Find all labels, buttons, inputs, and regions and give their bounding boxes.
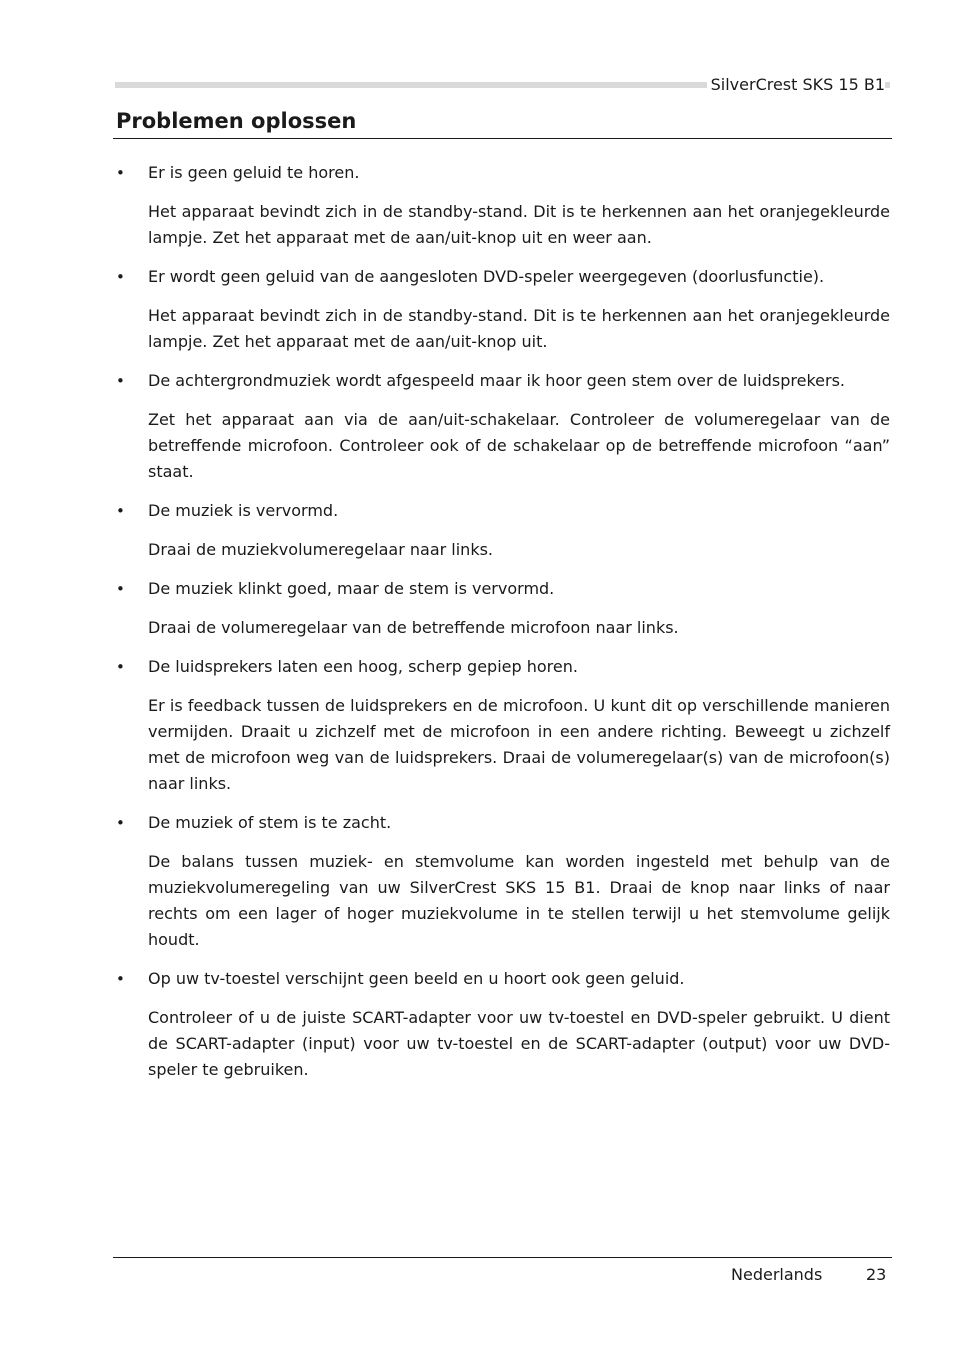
problem-text — [116, 264, 890, 290]
problem-label: De muziek of stem is te zacht. — [148, 813, 392, 832]
solution-text: Zet het apparaat aan via de aan/uit-schakelaar. Controleer de volumeregelaar van de betreffende microfoon. Controleer ook of de schakelaar op de betreffende microfoon “aan” staat. — [148, 410, 890, 481]
problem-text — [116, 160, 890, 186]
problem-text — [116, 810, 890, 836]
troubleshooting-item — [116, 654, 890, 797]
troubleshooting-item — [116, 576, 890, 641]
problem-label: Er wordt geen geluid van de aangesloten DVD-speler weergegeven (doorlusfunctie). — [148, 267, 825, 286]
problem-label: De achtergrondmuziek wordt afgespeeld maar ik hoor geen stem over de luidsprekers. — [148, 371, 846, 390]
bullet-icon: • — [116, 502, 125, 520]
troubleshooting-item — [116, 498, 890, 563]
problem-label: Op uw tv-toestel verschijnt geen beeld en u hoort ook geen geluid. — [148, 969, 685, 988]
troubleshooting-list — [116, 160, 890, 1096]
problem-label: De luidsprekers laten een hoog, scherp gepiep horen. — [148, 657, 578, 676]
troubleshooting-item — [116, 810, 890, 953]
problem-label: De muziek klinkt goed, maar de stem is vervormd. — [148, 579, 555, 598]
troubleshooting-item — [116, 368, 890, 485]
solution-text: Het apparaat bevindt zich in de standby-stand. Dit is te herkennen aan het oranjegekleurde lampje. Zet het apparaat met de aan/uit-knop uit. — [148, 306, 890, 351]
troubleshooting-item — [116, 966, 890, 1083]
footer-divider — [113, 1257, 892, 1258]
bullet-icon: • — [116, 814, 125, 832]
problem-text — [116, 966, 890, 992]
problem-text — [116, 654, 890, 680]
bullet-icon: • — [116, 164, 125, 182]
solution-text: Het apparaat bevindt zich in de standby-stand. Dit is te herkennen aan het oranjegekleurde lampje. Zet het apparaat met de aan/uit-knop uit en weer aan. — [148, 202, 890, 247]
problem-text — [116, 368, 890, 394]
problem-label: Er is geen geluid te horen. — [148, 163, 360, 182]
troubleshooting-item — [116, 160, 890, 251]
problem-text — [116, 576, 890, 602]
header-product-name: SilverCrest SKS 15 B1 — [707, 74, 885, 96]
problem-text — [116, 498, 890, 524]
page-number: 23 — [866, 1265, 887, 1284]
bullet-icon: • — [116, 268, 125, 286]
troubleshooting-item — [116, 264, 890, 355]
solution-text: Controleer of u de juiste SCART-adapter voor uw tv-toestel en DVD-speler gebruikt. U dient de SCART-adapter (input) voor uw tv-toestel en de SCART-adapter (output) voor uw DVD-speler te gebruiken. — [148, 1008, 890, 1079]
solution-text: Draai de muziekvolumeregelaar naar links. — [148, 540, 493, 559]
title-divider — [113, 138, 892, 139]
problem-label: De muziek is vervormd. — [148, 501, 339, 520]
bullet-icon: • — [116, 372, 125, 390]
solution-text: Draai de volumeregelaar van de betreffende microfoon naar links. — [148, 618, 679, 637]
section-title: Problemen oplossen — [116, 109, 357, 133]
bullet-icon: • — [116, 580, 125, 598]
bullet-icon: • — [116, 970, 125, 988]
solution-text: Er is feedback tussen de luidsprekers en de microfoon. U kunt dit op verschillende manieren vermijden. Draait u zichzelf met de microfoon in een andere richting. Beweegt u zichzelf met de microfoon weg van de luidsprekers. Draai de volumeregelaar(s) van de microfoon(s) naar links. — [148, 696, 890, 793]
bullet-icon: • — [116, 658, 125, 676]
footer-language: Nederlands — [731, 1265, 823, 1284]
solution-text: De balans tussen muziek- en stemvolume kan worden ingesteld met behulp van de muziekvolumeregeling van uw SilverCrest SKS 15 B1. Draai de knop naar links of naar rechts om een lager of hoger muziekvolume in te stellen terwijl u het stemvolume gelijk houdt. — [148, 852, 890, 949]
